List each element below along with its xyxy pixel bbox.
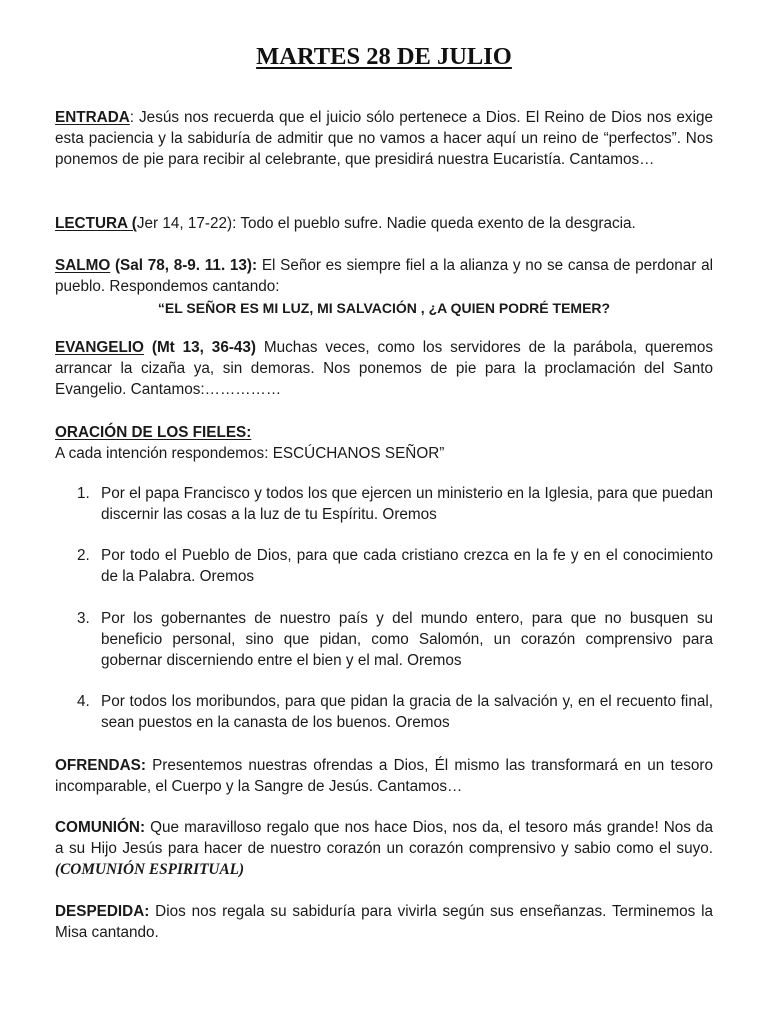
intention-item — [77, 546, 713, 588]
despedida-paragraph — [55, 902, 713, 944]
intention-number: 4. — [77, 693, 90, 710]
evangelio-label: EVANGELIO — [55, 339, 144, 356]
salmo-text: El Señor es siempre fiel a la alianza y no se cansa de perdonar al pueblo. Respondemos cantando: — [55, 257, 713, 295]
intention-item — [77, 484, 713, 526]
entrada-text: : Jesús nos recuerda que el juicio sólo pertenece a Dios. El Reino de Dios nos exige esta paciencia y la sabiduría de admitir que no vamos a hacer aquí un reino de “perfectos”. Nos ponemos de pie para recibir al celebrante, que presidirá nuestra Eucaristía. Cantamos… — [55, 109, 713, 168]
comunion-label: COMUNIÓN: — [55, 819, 146, 836]
lectura-paragraph — [55, 214, 713, 235]
intention-item — [77, 609, 713, 672]
comunion-note: (COMUNIÓN ESPIRITUAL) — [55, 860, 245, 878]
despedida-text: Dios nos regala su sabiduría para vivirla según sus enseñanzas. Terminemos la Misa cantando. — [55, 903, 713, 941]
salmo-paragraph — [55, 256, 713, 298]
intention-item — [77, 692, 713, 734]
salmo-response: “EL SEÑOR ES MI LUZ, MI SALVACIÓN , ¿A QUIEN PODRÉ TEMER? — [157, 300, 611, 316]
intention-text: Por todos los moribundos, para que pidan la gracia de la salvación y, en el recuento final, sean puestos en la canasta de los buenos. Oremos — [101, 693, 713, 731]
salmo-ref: (Sal 78, 8-9. 11. 13): — [110, 257, 258, 274]
intention-text: Por todo el Pueblo de Dios, para que cada cristiano crezca en la fe y en el conocimiento de la Palabra. Oremos — [101, 547, 713, 585]
intention-number: 1. — [77, 485, 90, 502]
intention-number: 2. — [77, 547, 90, 564]
evangelio-ref: (Mt 13, 36-43) — [143, 339, 257, 356]
page-title: MARTES 28 DE JULIO — [256, 43, 512, 70]
lectura-text: Jer 14, 17-22): Todo el pueblo sufre. Nadie queda exento de la desgracia. — [136, 215, 636, 232]
intention-text: Por los gobernantes de nuestro país y del mundo entero, para que no busquen su beneficio personal, sino que pidan, como Salomón, un corazón comprensivo para gobernar discerniendo entre el bien y el mal. Oremos — [101, 610, 713, 669]
ofrendas-paragraph — [55, 756, 713, 798]
oracion-heading — [55, 423, 713, 444]
ofrendas-text: Presentemos nuestras ofrendas a Dios, Él mismo las transformará en un tesoro incomparable, el Cuerpo y la Sangre de Jesús. Cantamos… — [55, 757, 713, 795]
entrada-label: ENTRADA — [55, 109, 130, 126]
lectura-label: LECTURA ( — [55, 215, 137, 232]
comunion-paragraph — [55, 818, 713, 881]
ofrendas-label: OFRENDAS: — [55, 757, 146, 774]
oracion-label: ORACIÓN DE LOS FIELES: — [55, 424, 252, 441]
oracion-intro: A cada intención respondemos: ESCÚCHANOS SEÑOR” — [55, 445, 445, 462]
evangelio-paragraph — [55, 338, 713, 401]
entrada-paragraph — [55, 108, 713, 171]
despedida-label: DESPEDIDA: — [55, 903, 150, 920]
comunion-text: Que maravilloso regalo que nos hace Dios, nos da, el tesoro más grande! Nos da a su Hijo Jesús para hacer de nuestro corazón un corazón comprensivo y sabio como el suyo. — [55, 819, 713, 857]
evangelio-text: Muchas veces, como los servidores de la parábola, queremos arrancar la cizaña ya, sin demoras. Nos ponemos de pie para la proclamación del Santo Evangelio. Cantamos:…………… — [55, 339, 713, 398]
salmo-label: SALMO — [55, 257, 111, 274]
intention-text: Por el papa Francisco y todos los que ejercen un ministerio en la Iglesia, para que puedan discernir las cosas a la luz de tu Espíritu. Oremos — [101, 485, 713, 523]
intention-number: 3. — [77, 610, 90, 627]
